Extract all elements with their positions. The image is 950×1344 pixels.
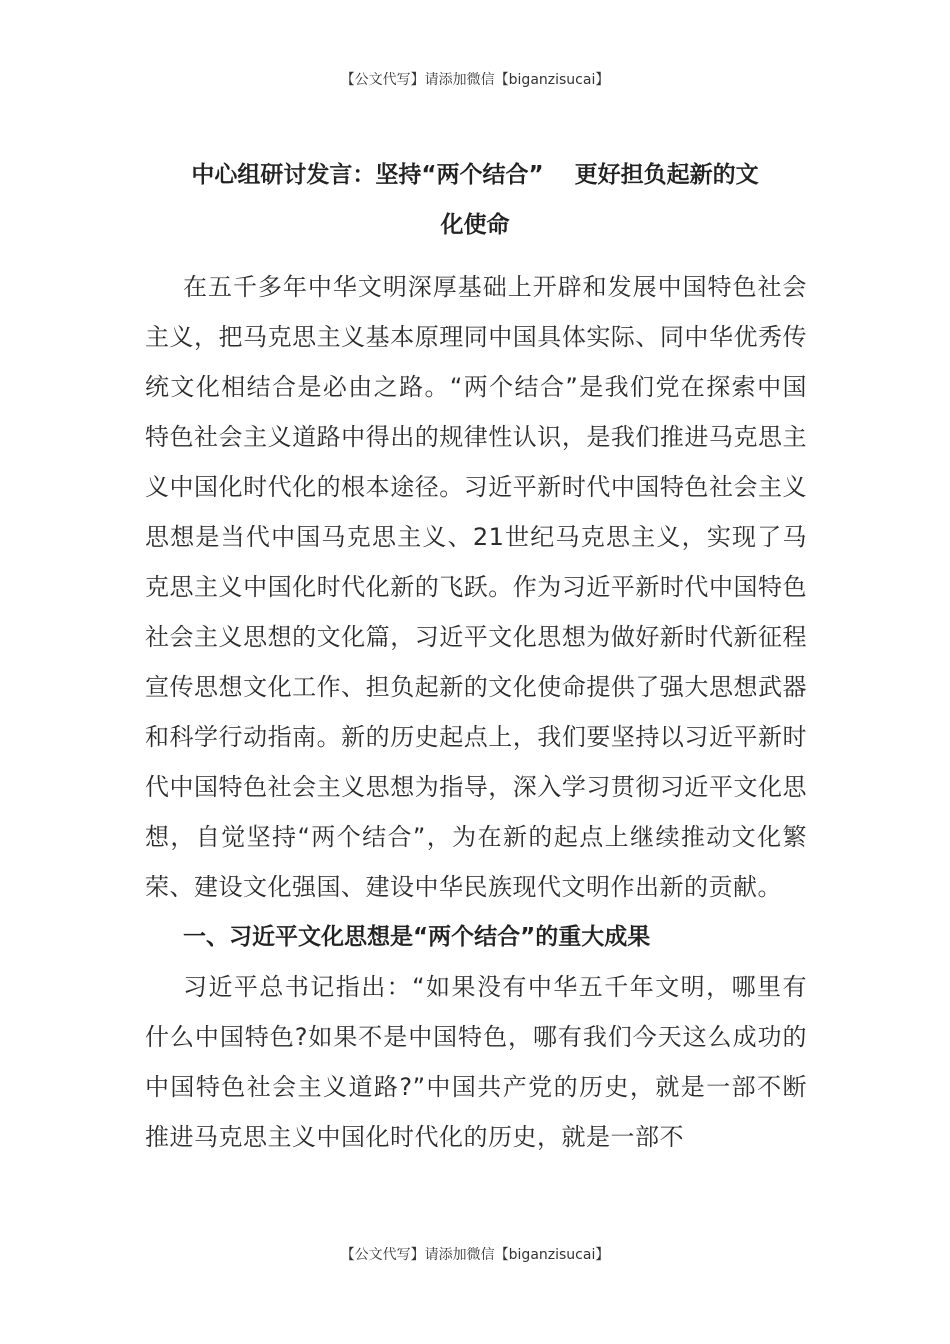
page-header: 【公文代写】请添加微信【biganzisucai】 (340, 72, 610, 88)
title-line-1: 中心组研讨发言：坚持“两个结合” 更好担负起新的文 (191, 162, 759, 188)
paragraph-2: 习近平总书记指出：“如果没有中华五千年文明，哪里有什么中国特色?如果不是中国特色，哪有我们今天这么成功的中国特色社会主义道路?”中国共产党的历史，就是一部不断推进马克思主义中国化时代化的历史，就是一部不 (145, 973, 807, 1151)
document-title (145, 150, 805, 250)
paragraph-1: 在五千多年中华文明深厚基础上开辟和发展中国特色社会主义，把马克思主义基本原理同中国具体实际、同中华优秀传统文化相结合是必由之路。“两个结合”是我们党在探索中国特色社会主义道路中得出的规律性认识，是我们推进马克思主义中国化时代化的根本途径。习近平新时代中国特色社会主义思想是当代中国马克思主义、21世纪马克思主义，实现了马克思主义中国化时代化新的飞跃。作为习近平新时代中国特色社会主义思想的文化篇，习近平文化思想为做好新时代新征程宣传思想文化工作、担负起新的文化使命提供了强大思想武器和科学行动指南。新的历史起点上，我们要坚持以习近平新时代中国特色社会主义思想为指导，深入学习贯彻习近平文化思想，自觉坚持“两个结合”，为在新的起点上继续推动文化繁荣、建设文化强国、建设中华民族现代文明作出新的贡献。 (145, 273, 807, 901)
document-body (145, 262, 807, 1162)
page-footer: 【公文代写】请添加微信【biganzisucai】 (340, 1247, 610, 1263)
title-line-2: 化使命 (440, 212, 510, 238)
section-heading-1: 一、习近平文化思想是“两个结合”的重大成果 (183, 924, 651, 950)
